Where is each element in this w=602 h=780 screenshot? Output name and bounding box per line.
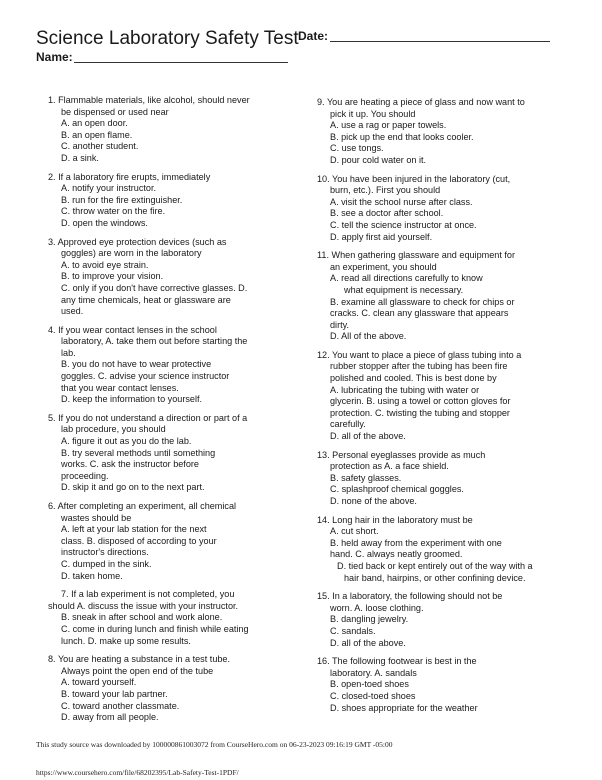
question-line: D. none of the above. [330, 496, 417, 506]
question-text: 6. After completing an experiment, all chemical [48, 501, 237, 511]
question-item [48, 413, 283, 494]
question-line: protection. C. twisting the tubing and stopper [330, 407, 510, 418]
question-item [317, 591, 557, 649]
question-line: any time chemicals, heat or glassware are [61, 294, 231, 305]
question-line: D. All of the above. [330, 331, 407, 342]
date-label: Date: [298, 29, 329, 43]
name-label: Name: [36, 50, 73, 64]
question-line: A. toward yourself. [61, 677, 137, 688]
question-text: 9. You are heating a piece of glass and now want to [317, 97, 525, 107]
question-text: 5. If you do not understand a direction or part of a [48, 412, 248, 423]
question-line: D. a sink. [61, 152, 99, 163]
question-line: should A. discuss the issue with your instructor. [48, 600, 239, 611]
question-line: C. toward another classmate. [61, 700, 180, 711]
question-line: A. figure it out as you do the lab. [61, 436, 192, 447]
question-line: B. toward your lab partner. [61, 688, 168, 699]
question-line: D. open the windows. [61, 217, 148, 228]
question-text: 16. The following footwear is best in the [317, 656, 477, 667]
date-blank-line [330, 41, 550, 42]
question-line: D. skip it and go on to the next part. [61, 482, 205, 493]
question-text: 7. If a lab experiment is not completed, you [61, 589, 235, 600]
question-line: B. you do not have to wear protective [61, 359, 212, 370]
question-item [317, 515, 557, 585]
question-line: hand. C. always neatly groomed. [330, 549, 463, 560]
question-text: 13. Personal eyeglasses provide as much [317, 449, 486, 460]
question-line: C. sandals. [330, 625, 376, 636]
question-item [317, 97, 557, 167]
question-line: B. an open flame. [61, 129, 133, 140]
question-text: 8. You are heating a substance in a test tube. [48, 654, 231, 665]
question-line: B. safety glasses. [330, 472, 402, 483]
question-line: B. held away from the experiment with one [330, 537, 502, 548]
questions-right-column [317, 97, 557, 721]
question-line: instructor's directions. [61, 547, 149, 558]
question-line: goggles) are worn in the laboratory [61, 248, 202, 259]
question-item [48, 325, 283, 406]
question-line: A. notify your instructor. [61, 183, 157, 194]
question-item [48, 172, 283, 230]
question-item [317, 174, 557, 244]
question-line: C. tell the science instructor at once. [330, 219, 477, 230]
date-field [298, 29, 550, 43]
question-line: A. an open door. [61, 118, 128, 129]
question-line: laboratory, A. take them out before starting the [61, 336, 248, 347]
source-url: https://www.coursehero.com/file/68202395/Lab-Safety-Test-1PDF/ [36, 768, 239, 777]
download-notice: This study source was downloaded by 100000861003072 from CourseHero.com on 06-23-2023 09:16:19 GMT -05:00 [36, 740, 393, 749]
question-line: D. pour cold water on it. [330, 154, 427, 165]
question-line: worn. A. loose clothing. [330, 602, 424, 613]
question-line: goggles. C. advise your science instructor [61, 371, 230, 382]
question-line: D. apply first aid yourself. [330, 231, 433, 242]
question-line: B. dangling jewelry. [330, 614, 409, 625]
question-text: 10. You have been injured in the laboratory (cut, [317, 173, 511, 184]
question-text: 12. You want to place a piece of glass tubing into a [317, 349, 522, 360]
question-item [317, 250, 557, 343]
question-item [317, 350, 557, 443]
page-title: Science Laboratory Safety Test [36, 28, 299, 49]
question-line: C. closed-toed shoes [330, 690, 416, 701]
question-line: polished and cooled. This is best done by [330, 373, 497, 384]
question-line: C. use tongs. [330, 143, 384, 154]
name-blank-line [74, 62, 288, 63]
question-line: class. B. disposed of according to your [61, 535, 217, 546]
question-line: D. all of the above. [330, 431, 406, 442]
question-text: 11. When gathering glassware and equipment for [317, 250, 515, 261]
question-line: C. come in during lunch and finish while eating [61, 623, 249, 634]
question-line: D. away from all people. [61, 712, 159, 723]
question-line: B. pick up the end that looks cooler. [330, 131, 474, 142]
question-line: C. throw water on the fire. [61, 206, 166, 217]
question-line: lab procedure, you should [61, 424, 166, 435]
question-line: B. run for the fire extinguisher. [61, 194, 183, 205]
question-line: C. splashproof chemical goggles. [330, 484, 464, 495]
question-item [48, 654, 283, 724]
question-line: carefully. [330, 419, 366, 430]
name-field [36, 50, 288, 64]
question-line: glycerin. B. using a towel or cotton gloves for [330, 396, 511, 407]
question-text: 14. Long hair in the laboratory must be [317, 514, 473, 525]
question-line: Always point the open end of the tube [61, 665, 214, 676]
question-item [48, 95, 283, 165]
question-line: wastes should be [61, 512, 132, 523]
question-text: 3. Approved eye protection devices (such as [48, 236, 227, 247]
question-line: protection as A. a face shield. [330, 461, 449, 472]
question-text: 4. If you wear contact lenses in the school [48, 324, 217, 335]
question-line: D. taken home. [61, 570, 123, 581]
question-line: D. shoes appropriate for the weather [330, 702, 478, 713]
question-item [48, 237, 283, 318]
question-line: A. visit the school nurse after class. [330, 196, 473, 207]
question-line: dirty. [330, 319, 350, 330]
question-line: A. cut short. [330, 526, 379, 537]
question-line: C. dumped in the sink. [61, 558, 152, 569]
question-line: A. use a rag or paper towels. [330, 120, 447, 131]
question-line: be dispensed or used near [61, 106, 169, 117]
question-line: laboratory. A. sandals [330, 667, 417, 678]
question-line: cracks. C. clean any glassware that appears [330, 308, 509, 319]
questions-left-column [48, 95, 283, 731]
question-line: B. sneak in after school and work alone. [61, 612, 223, 623]
question-line: hair band, hairpins, or other confining device. [344, 572, 526, 583]
question-text: 2. If a laboratory fire erupts, immediately [48, 171, 211, 182]
question-item [317, 656, 557, 714]
question-line: burn, etc.). First you should [330, 185, 441, 196]
question-line: C. only if you don't have corrective glasses. D. [61, 282, 248, 293]
question-text: 15. In a laboratory, the following should not be [317, 591, 503, 602]
question-line: C. another student. [61, 141, 139, 152]
question-line: D. all of the above. [330, 637, 406, 648]
question-line: A. lubricating the tubing with water or [330, 384, 480, 395]
question-line: B. examine all glassware to check for chips or [330, 296, 515, 307]
question-line: that you wear contact lenses. [61, 382, 179, 393]
question-line: proceeding. [61, 470, 109, 481]
question-line: A. read all directions carefully to know [330, 273, 483, 284]
question-item [48, 501, 283, 582]
question-item [48, 589, 283, 647]
question-line: B. try several methods until something [61, 447, 216, 458]
question-line: D. keep the information to yourself. [61, 394, 203, 405]
question-line: an experiment, you should [330, 261, 437, 272]
question-line: B. open-toed shoes [330, 679, 409, 690]
question-line: D. tied back or kept entirely out of the way with a [337, 560, 533, 571]
question-line: used. [61, 306, 84, 317]
question-line: B. to improve your vision. [61, 271, 164, 282]
question-item [317, 450, 557, 508]
question-line: A. to avoid eye strain. [61, 259, 149, 270]
question-line: rubber stopper after the tubing has been fire [330, 361, 508, 372]
question-line: works. C. ask the instructor before [61, 459, 199, 470]
question-line: B. see a doctor after school. [330, 208, 444, 219]
question-line: lab. [61, 347, 76, 358]
question-text: 1. Flammable materials, like alcohol, should never [48, 95, 250, 105]
question-line: pick it up. You should [330, 108, 416, 119]
question-line: lunch. D. make up some results. [61, 635, 191, 646]
question-line: what equipment is necessary. [344, 284, 464, 295]
question-line: A. left at your lab station for the next [61, 524, 207, 535]
